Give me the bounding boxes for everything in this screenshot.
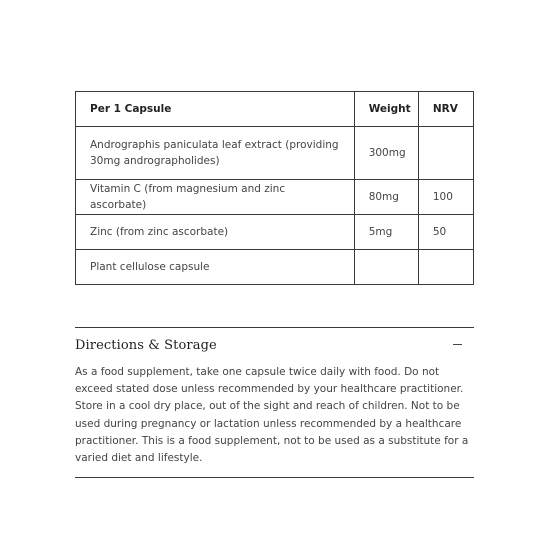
ingredient-nrv: [418, 127, 473, 180]
accordion-header[interactable]: [75, 328, 474, 364]
ingredient-name: Zinc (from zinc ascorbate): [76, 215, 355, 250]
ingredient-name: Plant cellulose capsule: [76, 250, 355, 285]
header-per-capsule: Per 1 Capsule: [76, 92, 355, 127]
ingredient-weight: 300mg: [354, 127, 418, 180]
directions-accordion: [75, 327, 474, 478]
ingredient-name: Andrographis paniculata leaf extract (providing 30mg andrographolides): [76, 127, 355, 180]
header-weight: Weight: [354, 92, 418, 127]
header-nrv: NRV: [418, 92, 473, 127]
bottom-divider: [75, 477, 474, 478]
directions-text: As a food supplement, take one capsule twice daily with food. Do not exceed stated dose unless recommended by your healthcare practitioner. Store in a cool dry place, out of the sight and reach of children. Not to be used during pregnancy or lactation unless recommended by a healthcare practitioner. This is a food supplement, not to be used as a substitute for a varied diet and lifestyle.: [75, 366, 469, 465]
directions-title: Directions & Storage: [75, 338, 217, 353]
ingredient-weight: [354, 250, 418, 285]
table-row: [76, 250, 474, 285]
ingredient-nrv: 50: [418, 215, 473, 250]
ingredient-nrv: 100: [418, 180, 473, 215]
minus-icon[interactable]: [453, 344, 462, 345]
ingredient-weight: 80mg: [354, 180, 418, 215]
table-row: [76, 127, 474, 180]
ingredient-weight: 5mg: [354, 215, 418, 250]
ingredient-nrv: [418, 250, 473, 285]
ingredient-name: Vitamin C (from magnesium and zinc ascorbate): [76, 180, 355, 215]
table-row: [76, 215, 474, 250]
table-header-row: [76, 92, 474, 127]
table-row: [76, 180, 474, 215]
nutrition-table: [75, 91, 474, 285]
